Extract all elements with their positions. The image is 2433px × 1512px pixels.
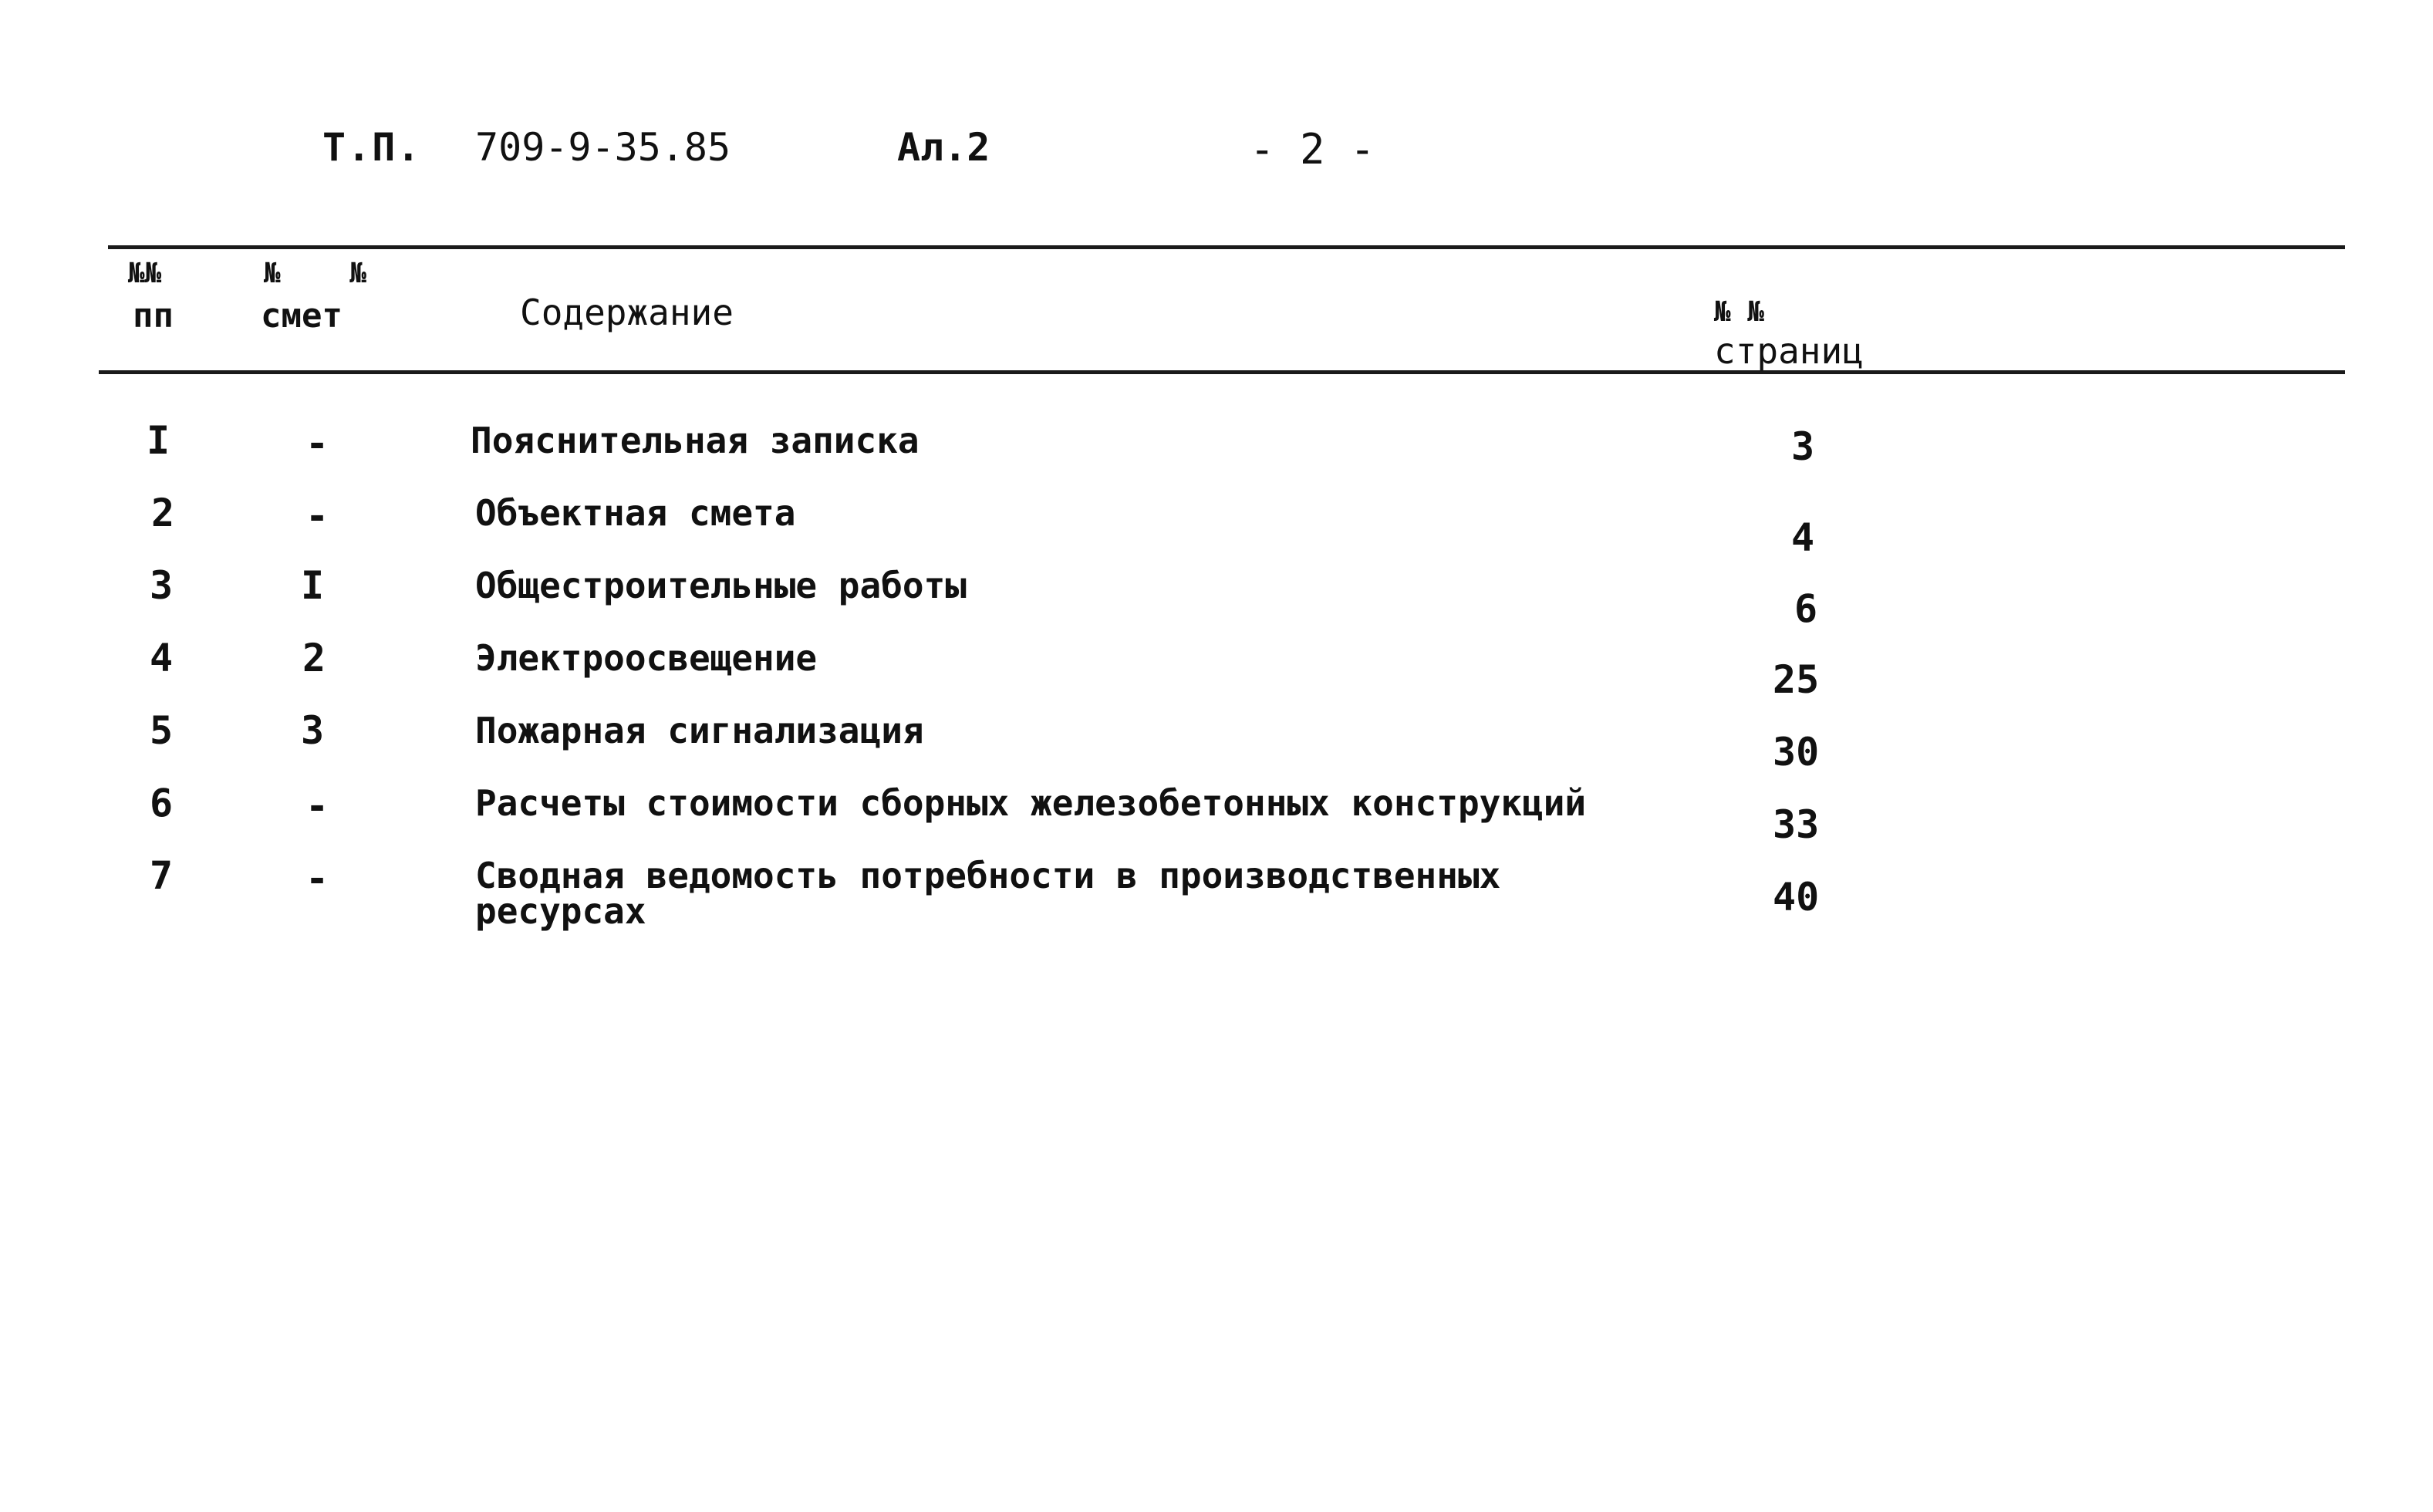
row-2-smeta: - <box>305 494 329 538</box>
column-nn-mark: №№ <box>128 258 162 289</box>
row-3-title: Общестроительные работы <box>475 565 967 606</box>
column-pages-label: страниц <box>1714 330 1864 372</box>
row-3-number: 3 <box>150 563 174 608</box>
page-number: - 2 - <box>1250 125 1375 174</box>
column-smet-label: смет <box>261 296 343 336</box>
album-number: Ал.2 <box>897 125 990 170</box>
row-6-title: Расчеты стоимости сборных железобетонных конструкций <box>475 782 1587 824</box>
column-nn-label: пп <box>133 296 174 336</box>
row-5-title: Пожарная сигнализация <box>475 710 924 751</box>
row-7-number: 7 <box>150 853 174 898</box>
row-7-page: 40 <box>1773 875 1820 920</box>
row-4-page: 25 <box>1773 657 1820 702</box>
row-6-number: 6 <box>150 781 174 825</box>
row-5-smeta: 3 <box>301 708 325 753</box>
row-4-smeta: 2 <box>302 636 326 680</box>
table-top-rule <box>108 245 2345 249</box>
row-5-page: 30 <box>1773 730 1820 775</box>
row-4-number: 4 <box>150 636 174 680</box>
row-3-smeta: I <box>301 563 325 608</box>
column-content-label: Содержание <box>520 292 734 333</box>
doc-type-label: Т.П. <box>322 125 422 170</box>
row-1-page: 3 <box>1791 424 1815 469</box>
project-code: 709-9-35.85 <box>475 125 731 170</box>
column-pages-mark: № № <box>1714 296 1765 328</box>
row-7-title-line2: ресурсах <box>475 890 646 932</box>
row-1-number: I <box>147 418 170 463</box>
column-smet-mark: № № <box>264 258 393 289</box>
row-2-page: 4 <box>1791 515 1815 560</box>
row-1-smeta: - <box>305 421 329 466</box>
row-2-number: 2 <box>151 491 175 535</box>
table-header-rule <box>99 370 2345 374</box>
row-4-title: Электроосвещение <box>475 637 818 679</box>
row-2-title: Объектная смета <box>475 492 796 534</box>
row-7-smeta: - <box>305 856 329 901</box>
row-6-smeta: - <box>305 784 329 829</box>
row-6-page: 33 <box>1773 802 1820 847</box>
row-3-page: 6 <box>1794 586 1818 631</box>
row-5-number: 5 <box>150 708 174 753</box>
row-1-title: Пояснительная записка <box>471 420 920 461</box>
row-7-title: Сводная ведомость потребности в производственных <box>475 855 1501 896</box>
